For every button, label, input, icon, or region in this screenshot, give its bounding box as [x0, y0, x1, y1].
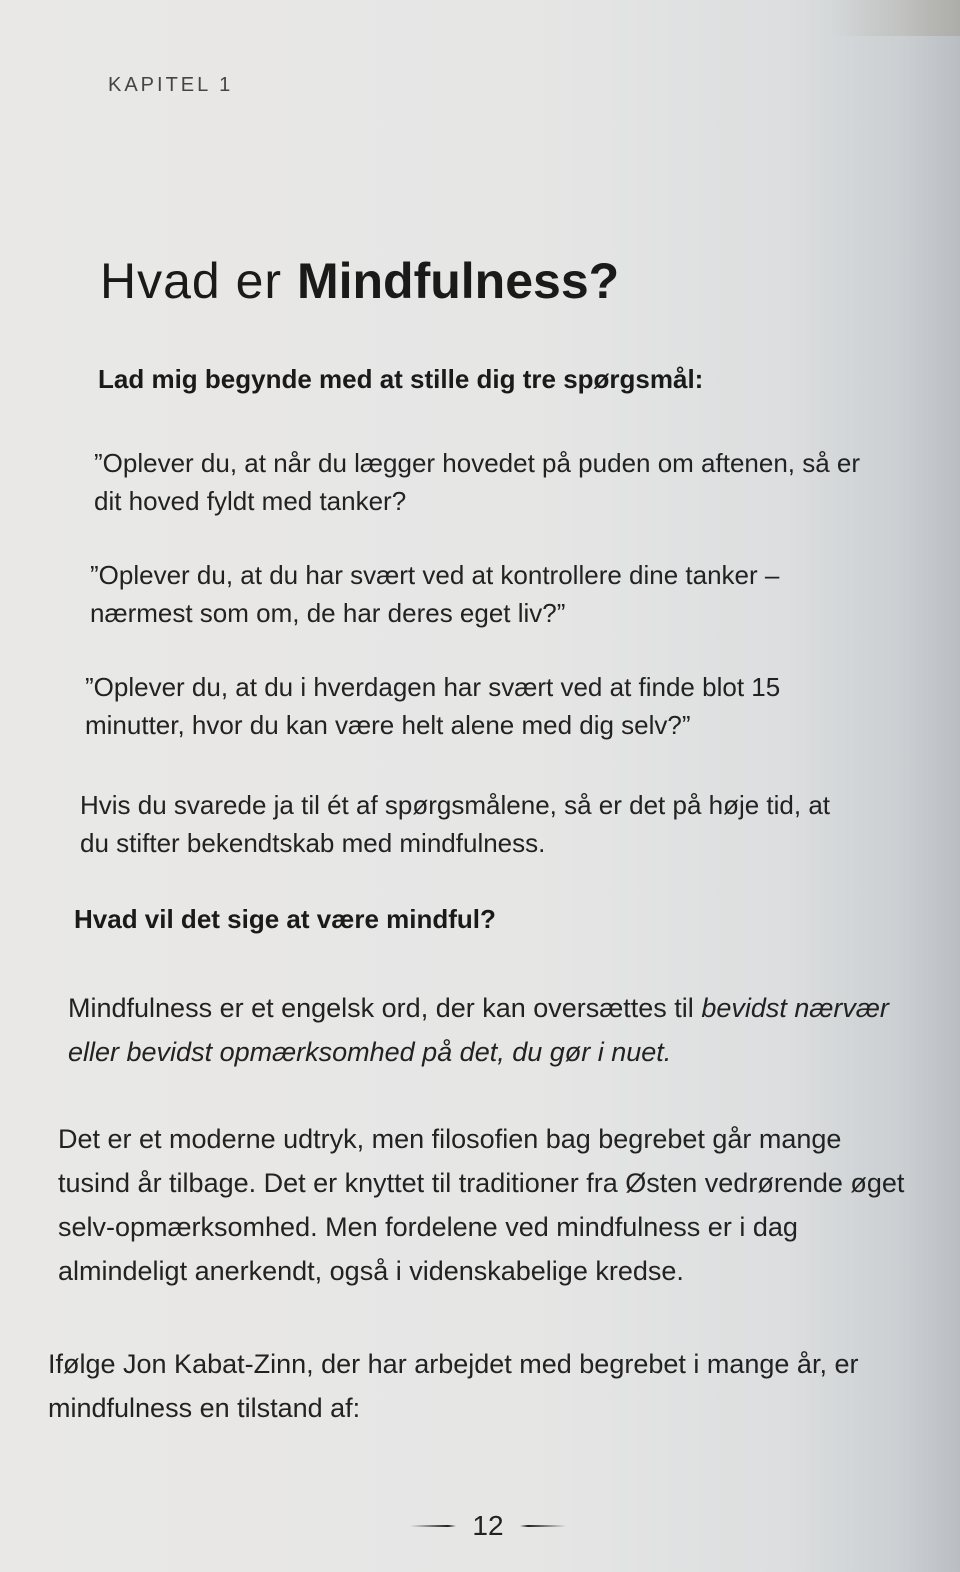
right-arrow-ornament-icon: [518, 1521, 568, 1531]
second-heading: Hvad vil det sige at være mindful?: [74, 904, 496, 934]
page-title: [100, 252, 619, 310]
title-light-part: Hvad er: [100, 253, 297, 309]
chapter-label: KAPITEL 1: [108, 74, 234, 96]
question-2: ”Oplever du, at du har svært ved at kontrollere dine tanker – nærmest som om, de har deres eget liv?”: [90, 560, 780, 628]
question-3: ”Oplever du, at du i hverdagen har svært ved at finde blot 15 minutter, hvor du kan være helt alene med dig selv?”: [85, 672, 781, 740]
title-bold-part: Mindfulness?: [296, 253, 620, 309]
page-footer: [408, 1508, 568, 1544]
page-number: 12: [472, 1510, 504, 1541]
definition-paragraph: [68, 986, 918, 1074]
question-1: ”Oplever du, at når du lægger hovedet på puden om aftenen, så er dit hoved fyldt med tanker?: [94, 448, 861, 516]
definition-plain-text: Mindfulness er et engelsk ord, der kan oversættes til: [68, 993, 702, 1023]
definition-italic-text: bevidst nærvær eller bevidst opmærksomhed på det, du gør i nuet.: [68, 993, 889, 1067]
left-arrow-ornament-icon: [408, 1521, 458, 1531]
kabat-zinn-paragraph: Ifølge Jon Kabat-Zinn, der har arbejdet med begrebet i mange år, er mindfulness en tilstand af:: [48, 1349, 859, 1423]
page-edge-shadow: [830, 0, 960, 36]
intro-heading: Lad mig begynde med at stille dig tre spørgsmål:: [98, 364, 704, 394]
conclusion-paragraph: Hvis du svarede ja til ét af spørgsmålene, så er det på høje tid, at du stifter bekendtskab med mindfulness.: [80, 790, 831, 858]
history-paragraph: Det er et moderne udtryk, men filosofien bag begrebet går mange tusind år tilbage. Det er knyttet til traditioner fra Østen vedrørende øget selv-opmærksomhed. Men fordelene ved mindfulness er i dag almindeligt anerkendt, også i videnskabelige kredse.: [58, 1124, 905, 1286]
